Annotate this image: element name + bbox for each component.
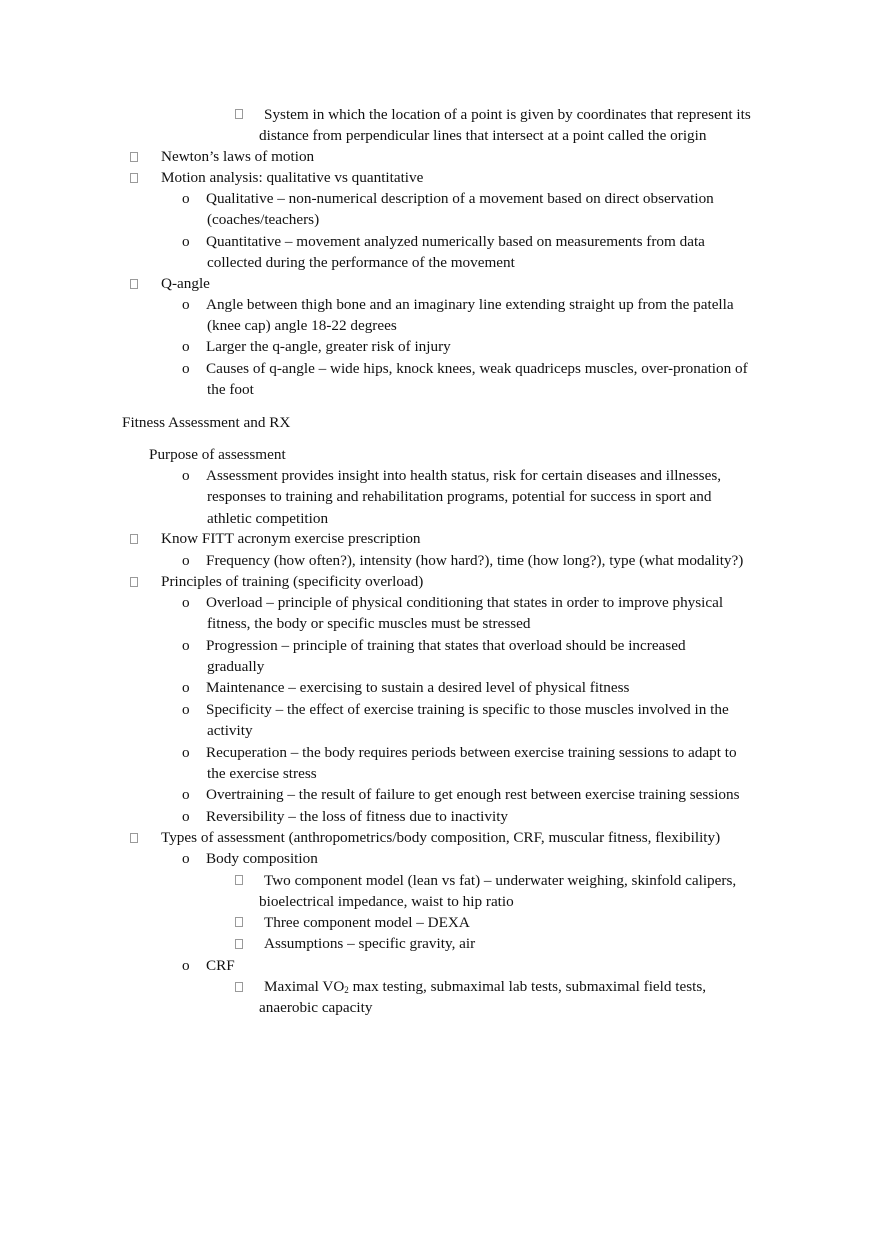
text-line: Q-angle	[161, 275, 210, 292]
subscript: 2	[344, 985, 349, 995]
text-line: anaerobic capacity	[259, 999, 373, 1016]
circle-bullet-icon: o	[182, 338, 190, 355]
square-bullet-icon	[130, 173, 138, 183]
text-line: Larger the q-angle, greater risk of injury	[206, 338, 451, 355]
text-line: Assumptions – specific gravity, air	[264, 935, 476, 952]
square-bullet-icon	[130, 279, 138, 289]
text-line: Two component model (lean vs fat) – underwater weighing, skinfold calipers,	[264, 872, 737, 889]
text-line: (knee cap) angle 18-22 degrees	[207, 317, 397, 334]
text-line: the foot	[207, 381, 254, 398]
text-line: activity	[207, 722, 253, 739]
square-bullet-icon	[130, 833, 138, 843]
text-line: Frequency (how often?), intensity (how hard?), time (how long?), type (what modality?)	[206, 552, 744, 569]
text-line: Progression – principle of training that states that overload should be increased	[206, 637, 686, 654]
text-line: bioelectrical impedance, waist to hip ratio	[259, 893, 514, 910]
circle-bullet-icon: o	[182, 296, 190, 313]
text-line: Types of assessment (anthropometrics/body composition, CRF, muscular fitness, flexibility)	[161, 829, 721, 846]
circle-bullet-icon: o	[182, 552, 190, 569]
circle-bullet-icon: o	[182, 233, 190, 250]
text-line: the exercise stress	[207, 765, 317, 782]
circle-bullet-icon: o	[182, 637, 190, 654]
text-line: Know FITT acronym exercise prescription	[161, 530, 421, 547]
text-line: Three component model – DEXA	[264, 914, 470, 931]
circle-bullet-icon: o	[182, 467, 190, 484]
text-line: gradually	[207, 658, 265, 675]
text-line: CRF	[206, 957, 235, 974]
square-bullet-icon	[235, 939, 243, 949]
text-line: Specificity – the effect of exercise training is specific to those muscles involved in the	[206, 701, 729, 718]
text-line: Newton’s laws of motion	[161, 148, 315, 165]
circle-bullet-icon: o	[182, 850, 190, 867]
text-line: Motion analysis: qualitative vs quantitative	[161, 169, 424, 186]
section-heading: Fitness Assessment and RX	[122, 414, 291, 431]
square-bullet-icon	[130, 577, 138, 587]
text-fragment: max testing, submaximal lab tests, submaximal field tests,	[348, 978, 707, 995]
circle-bullet-icon: o	[182, 957, 190, 974]
square-bullet-icon	[235, 875, 243, 885]
text-line: Assessment provides insight into health status, risk for certain diseases and illnesses,	[206, 467, 722, 484]
circle-bullet-icon: o	[182, 808, 190, 825]
circle-bullet-icon: o	[182, 594, 190, 611]
text-line: Purpose of assessment	[149, 446, 286, 463]
text-line: fitness, the body or specific muscles must be stressed	[207, 615, 531, 632]
circle-bullet-icon: o	[182, 190, 190, 207]
text-line: Overtraining – the result of failure to get enough rest between exercise training sessions	[206, 786, 740, 803]
text-line: Maintenance – exercising to sustain a desired level of physical fitness	[206, 679, 630, 696]
text-line: Reversibility – the loss of fitness due to inactivity	[206, 808, 509, 825]
square-bullet-icon	[130, 534, 138, 544]
text-line: Principles of training (specificity overload)	[161, 573, 424, 590]
text-line: System in which the location of a point is given by coordinates that represent its	[264, 106, 751, 123]
circle-bullet-icon: o	[182, 360, 190, 377]
square-bullet-icon	[130, 152, 138, 162]
circle-bullet-icon: o	[182, 744, 190, 761]
square-bullet-icon	[235, 917, 243, 927]
text-line: Qualitative – non-numerical description of a movement based on direct observation	[206, 190, 714, 207]
circle-bullet-icon: o	[182, 679, 190, 696]
text-line: Quantitative – movement analyzed numerically based on measurements from data	[206, 233, 705, 250]
text-line: Body composition	[206, 850, 318, 867]
text-line: athletic competition	[207, 510, 329, 527]
square-bullet-icon	[235, 109, 243, 119]
text-fragment: Maximal VO	[264, 978, 345, 995]
circle-bullet-icon: o	[182, 701, 190, 718]
text-line: (coaches/teachers)	[207, 211, 320, 228]
text-line: distance from perpendicular lines that intersect at a point called the origin	[259, 127, 707, 144]
text-line: Recuperation – the body requires periods between exercise training sessions to adapt to	[206, 744, 737, 761]
text-line: collected during the performance of the movement	[207, 254, 515, 271]
text-line: responses to training and rehabilitation programs, potential for success in sport and	[207, 488, 712, 505]
circle-bullet-icon: o	[182, 786, 190, 803]
text-line: Causes of q-angle – wide hips, knock knees, weak quadriceps muscles, over-pronation of	[206, 360, 748, 377]
square-bullet-icon	[235, 982, 243, 992]
text-line: Angle between thigh bone and an imaginary line extending straight up from the patella	[206, 296, 734, 313]
text-line: Overload – principle of physical conditioning that states in order to improve physical	[206, 594, 724, 611]
